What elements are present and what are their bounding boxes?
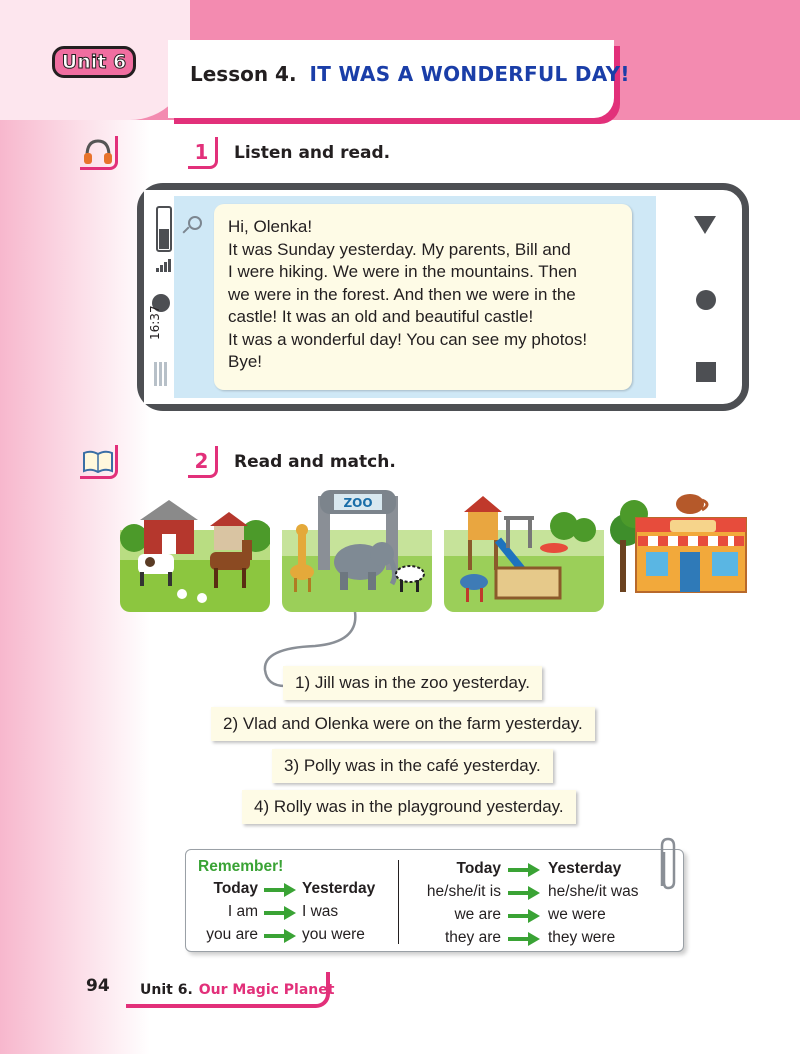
remember-right-row bbox=[398, 906, 685, 926]
back-triangle-icon[interactable] bbox=[694, 216, 716, 234]
header-today: Today bbox=[213, 880, 258, 897]
task-2-instruction: Read and match. bbox=[234, 452, 396, 472]
farm-picture[interactable] bbox=[120, 490, 270, 612]
message-line: Bye! bbox=[228, 352, 263, 371]
header-yesterday: Yesterday bbox=[302, 880, 376, 897]
book-icon[interactable] bbox=[80, 445, 118, 479]
page-number: 94 bbox=[86, 976, 110, 996]
headphones-icon[interactable] bbox=[80, 136, 118, 170]
zoo-picture[interactable] bbox=[282, 490, 432, 612]
green-arrow-icon bbox=[264, 883, 296, 897]
message-line: castle! It was an old and beautiful castle! bbox=[228, 307, 534, 326]
zoo-sign-text: ZOO bbox=[343, 496, 373, 510]
match-sentence-4[interactable]: 4) Rolly was in the playground yesterday. bbox=[242, 790, 576, 824]
paperclip-icon bbox=[656, 836, 680, 892]
remember-right-row bbox=[398, 929, 685, 949]
phone-nav-buttons bbox=[672, 190, 742, 404]
remember-right-header bbox=[398, 860, 685, 880]
today-form: they are bbox=[444, 929, 501, 946]
today-form: he/she/it is bbox=[426, 883, 501, 900]
message-line: It was a wonderful day! You can see my photos! bbox=[228, 329, 588, 349]
remember-left-row bbox=[186, 903, 398, 923]
footer-unit-label: Unit 6. bbox=[140, 982, 193, 998]
task-1-number: 1 bbox=[188, 137, 218, 169]
unit-badge: Unit 6 bbox=[52, 46, 136, 78]
yesterday-form: he/she/it was bbox=[548, 883, 639, 900]
message-text bbox=[228, 216, 624, 374]
footer-unit-name: Our Magic Planet bbox=[198, 982, 335, 998]
task-2-heading bbox=[80, 445, 396, 479]
remember-title: Remember! bbox=[198, 858, 284, 875]
yesterday-form: they were bbox=[548, 929, 616, 946]
remember-box bbox=[185, 849, 684, 952]
green-arrow-icon bbox=[264, 906, 296, 920]
task-1-heading bbox=[80, 136, 390, 170]
header-yesterday: Yesterday bbox=[548, 860, 622, 877]
yesterday-form: we were bbox=[548, 906, 606, 923]
message-line: I were hiking. We were in the mountains. Then bbox=[228, 262, 577, 281]
match-sentence-3[interactable]: 3) Polly was in the café yesterday. bbox=[272, 749, 553, 783]
today-form: I am bbox=[227, 903, 258, 920]
match-sentence-1[interactable]: 1) Jill was in the zoo yesterday. bbox=[283, 666, 542, 700]
green-arrow-icon bbox=[508, 909, 540, 923]
message-line: we were in the forest. And then we were in the bbox=[228, 284, 576, 304]
search-icon[interactable] bbox=[188, 216, 202, 230]
battery-icon bbox=[156, 206, 172, 252]
today-form: you are bbox=[206, 926, 258, 943]
green-arrow-icon bbox=[508, 886, 540, 900]
green-arrow-icon bbox=[508, 863, 540, 877]
home-circle-icon[interactable] bbox=[696, 290, 716, 310]
match-sentence-2[interactable]: 2) Vlad and Olenka were on the farm yesterday. bbox=[211, 707, 595, 741]
phone-status-strip bbox=[144, 190, 174, 404]
green-arrow-icon bbox=[264, 929, 296, 943]
today-form: we are bbox=[454, 906, 501, 923]
message-line: Hi, Olenka! bbox=[228, 217, 313, 236]
recent-square-icon[interactable] bbox=[696, 362, 716, 382]
footer-unit-title bbox=[140, 982, 334, 998]
lesson-number: Lesson 4. bbox=[190, 62, 297, 86]
yesterday-form: you were bbox=[302, 926, 365, 943]
status-time: 16:37 bbox=[148, 305, 162, 340]
remember-left-header bbox=[186, 880, 398, 900]
message-line: It was Sunday yesterday. My parents, Bill and bbox=[228, 239, 571, 259]
lesson-title bbox=[190, 62, 630, 86]
header-today: Today bbox=[456, 860, 501, 877]
task-1-instruction: Listen and read. bbox=[234, 143, 391, 163]
green-arrow-icon bbox=[508, 932, 540, 946]
message-bubble bbox=[214, 204, 632, 390]
yesterday-form: I was bbox=[302, 903, 339, 920]
cafe-picture[interactable] bbox=[610, 490, 750, 612]
task-2-number: 2 bbox=[188, 446, 218, 478]
phone-frame bbox=[137, 183, 749, 411]
playground-picture[interactable] bbox=[444, 490, 604, 612]
remember-left-row bbox=[186, 926, 398, 946]
lesson-name: IT WAS A WONDERFUL DAY! bbox=[309, 62, 630, 86]
remember-right-row bbox=[398, 883, 685, 903]
